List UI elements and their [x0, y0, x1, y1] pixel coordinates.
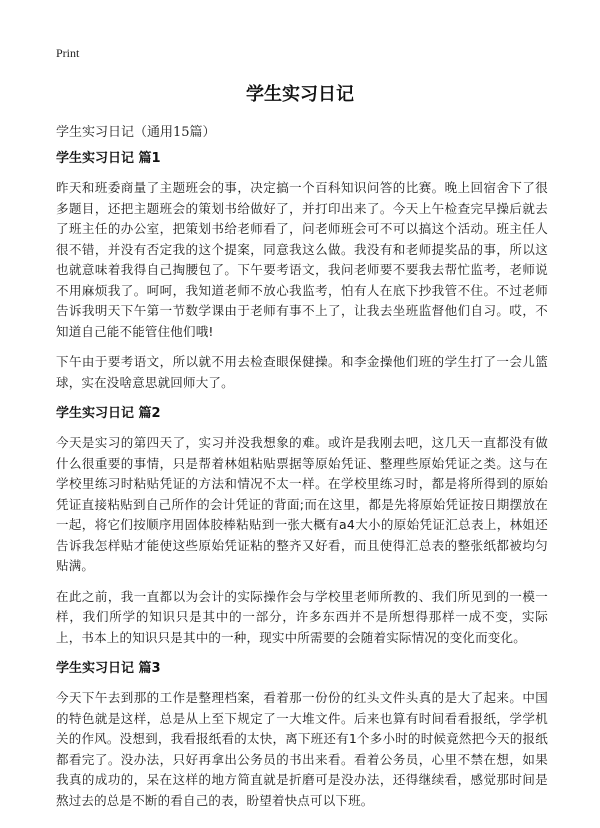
- section-paragraph: 下午由于要考语文，所以就不用去检查眼保健操。和李金操他们班的学生打了一会儿篮球，实在没啥意思就回师大了。: [56, 354, 548, 390]
- document-subtitle: 学生实习日记（通用15篇）: [56, 125, 216, 140]
- section-paragraph: 在此之前，我一直都以为会计的实际操作会与学校里老师所教的、我们所见到的一模一样，我们所学的知识只是其中的一部分，许多东西并不是所想得那样一成不变，实际上，书本上的知识只是其中的一种，现实中所需要的会随着实际情况的变化而变化。: [56, 588, 548, 645]
- article-section-3: [56, 660, 548, 811]
- page-title: 学生实习日记: [246, 84, 354, 105]
- section-paragraph: 今天下午去到那的工作是整理档案，看着那一份份的红头文件头真的是大了起来。中国的特色就是这样，总是从上至下规定了一大堆文件。后来也算有时间看看报纸，学学机关的作风。没想到，我看报纸看的太快，离下班还有1个多小时的时候竟然把今天的报纸都看完了。没办法，只好再拿出公务员的书出来看。看着公务员，心里不禁在想，如果我真的成功的，呆在这样的地方简直就是折磨可是没办法，还得继续看，感觉那时间是熬过去的总是不断的看自己的表，盼望着快点可以下班。: [56, 690, 548, 808]
- print-link[interactable]: Print: [56, 46, 80, 60]
- section-heading: 学生实习日记 篇1: [56, 151, 161, 166]
- article-section-2: [56, 405, 548, 648]
- section-paragraph: 昨天和班委商量了主题班会的事，决定搞一个百科知识问答的比赛。晚上回宿舍下了很多题目，还把主题班会的策划书给做好了，并打印出来了。今天上午检查完早操后就去了班主任的办公室，把策划书给老师看了，问老师班会可不可以搞这个活动。班主任人很不错，并没有否定我的这个提案，同意我这么做。我没有和老师提奖品的事，所以这也就意味着我得自己掏腰包了。下午要考语文，我问老师要不要我去帮忙监考，老师说不用麻烦我了。呵呵，我知道老师不放心我监考，怕有人在底下抄我管不住。不过老师告诉我明天下午第一节数学课由于老师有事不上了，让我去坐班监督他们自习。哎，不知道自己能不能管住他们哦!: [56, 180, 548, 339]
- section-heading: 学生实习日记 篇2: [56, 406, 161, 421]
- article-section-1: [56, 150, 548, 393]
- section-paragraph: 今天是实习的第四天了，实习并没我想象的难。或许是我刚去吧，这几天一直都没有做什么很重要的事情，只是帮着林姐粘贴票据等原始凭证、整理些原始凭证之类。这与在学校里练习时粘贴凭证的方法和情况不太一样。在学校里练习时，都是将所得到的原始凭证直接粘贴到自己所作的会计凭证的背面;而在这里，都是先将原始凭证按日期摆放在一起，将它们按顺序用固体胶棒粘贴到一张大概有a4大小的原始凭证汇总表上，林姐还告诉我怎样贴才能使这些原始凭证粘的整齐又好看，而且使得汇总表的整张纸都被均匀贴满。: [56, 435, 548, 573]
- section-heading: 学生实习日记 篇3: [56, 661, 161, 676]
- article-body: [56, 150, 548, 823]
